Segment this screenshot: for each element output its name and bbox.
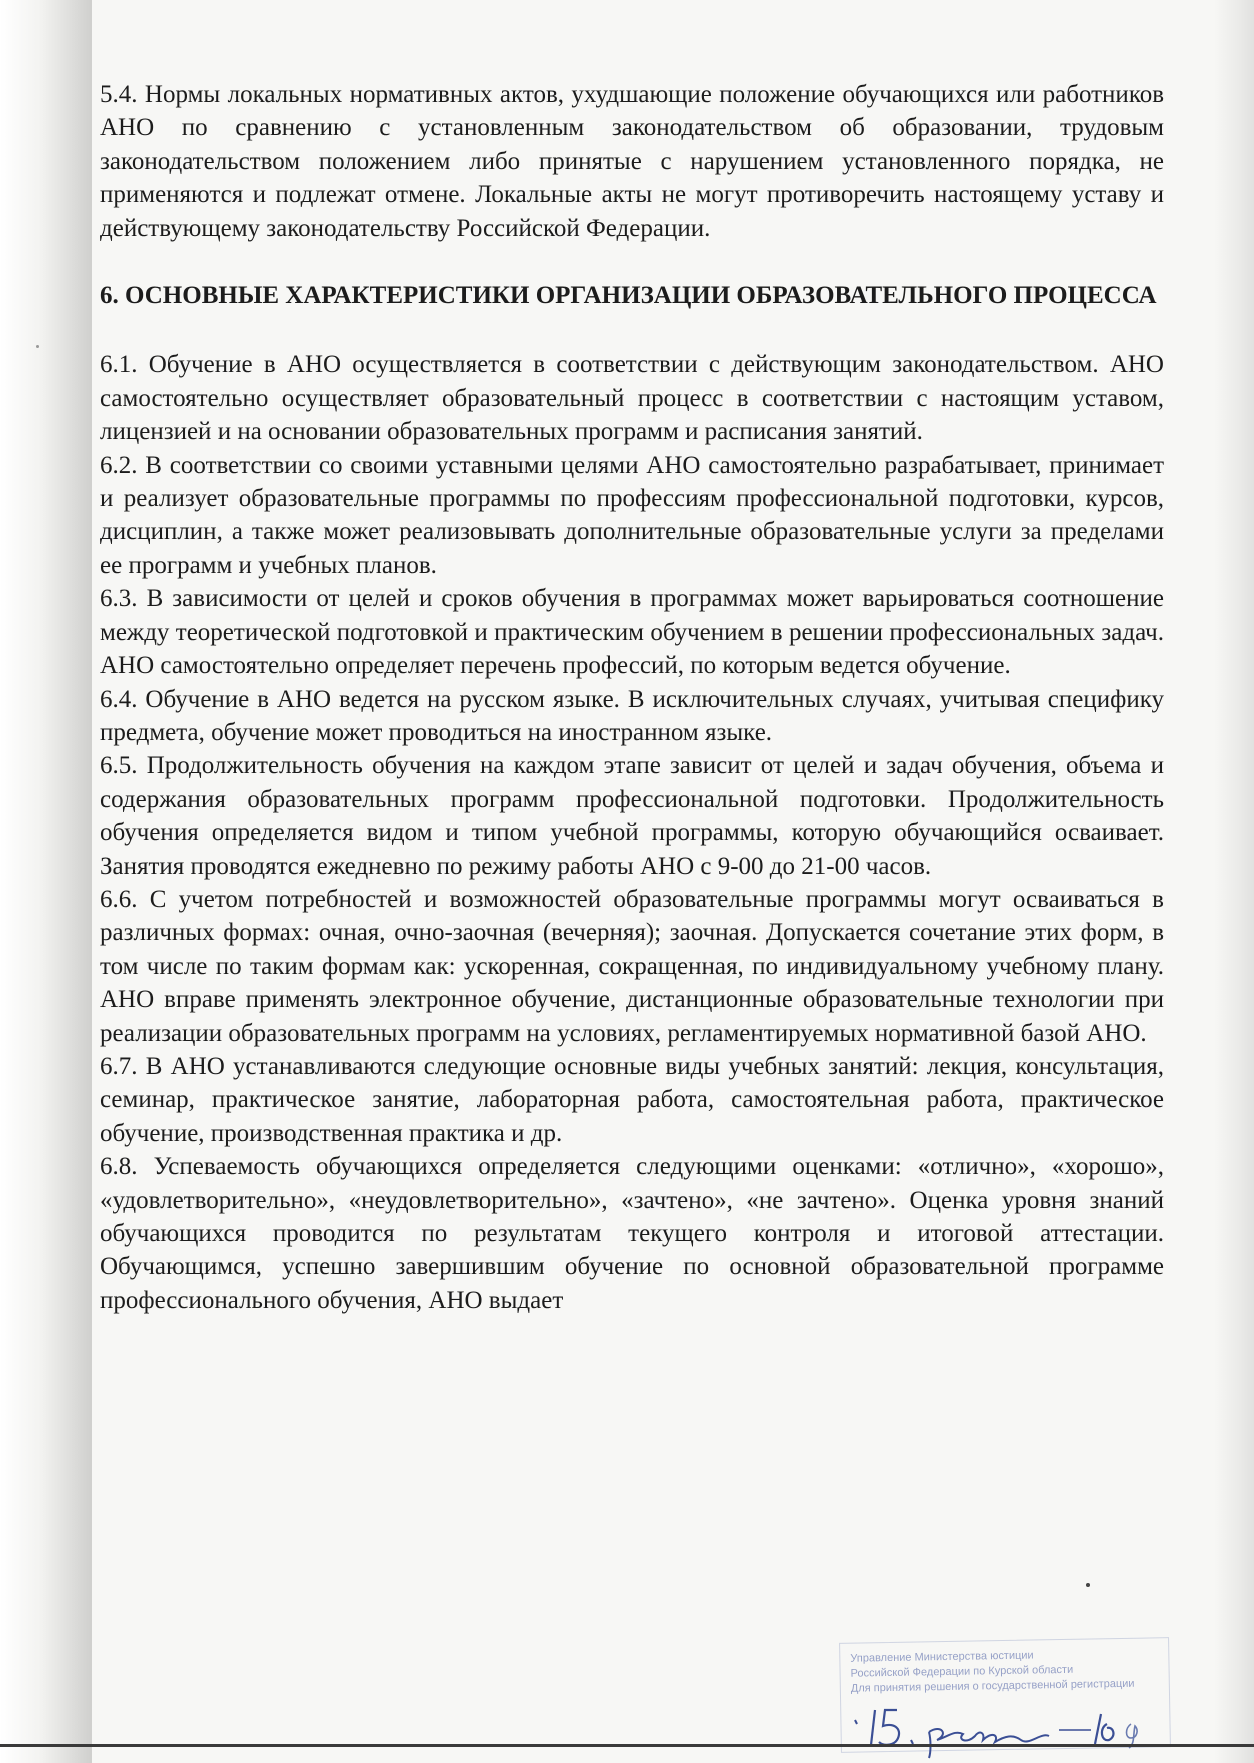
section-6-heading: 6. ОСНОВНЫЕ ХАРАКТЕРИСТИКИ ОРГАНИЗАЦИИ ОБРАЗОВАТЕЛЬНОГО ПРОЦЕССА [100, 282, 1157, 310]
paragraph-6-1: 6.1. Обучение в АНО осуществляется в соответствии с действующим законодательством. АНО самостоятельно осуществляет образовательный процесс в соответствии с настоящим уставом, лицензией и на основании образовательных программ и расписания занятий. [100, 351, 1164, 446]
scan-right-shadow [1214, 0, 1254, 1763]
scan-speck [36, 345, 39, 348]
stamp-line-2: Российской Федерации по Курской области [850, 1663, 1074, 1680]
stamp-line-1: Управление Министерства юстиции [850, 1649, 1034, 1665]
handwritten-date-signature [845, 1700, 1165, 1760]
paragraph-6-6: 6.6. С учетом потребностей и возможностей образовательные программы могут осваиваться в различных формах: очная, очно-заочная (вечерняя); заочная. Допускается сочетание этих форм, в том числе по таким формам как: ускоренная, сокращенная, по индивидуальному учебному плану. АНО вправе применять электронное обучение, дистанционные образовательные технологии при реализации образовательных программ на условиях, регламентируемых нормативной базой АНО. [100, 885, 1164, 1047]
stamp-line-3: Для принятия решения о государственной регистрации [850, 1677, 1135, 1695]
paragraph-6-4: 6.4. Обучение в АНО ведется на русском языке. В исключительных случаях, учитывая специфику предмета, обучение может проводиться на иностранном языке. [100, 685, 1164, 746]
paragraph-6-5: 6.5. Продолжительность обучения на каждом этапе зависит от целей и задач обучения, объема и содержания образовательных программ профессиональной подготовки. Продолжительность обучения определяется видом и типом учебной программы, которую обучающийся осваивает. Занятия проводятся ежедневно по режиму работы АНО с 9-00 до 21-00 часов. [100, 752, 1164, 880]
paragraph-5-4: 5.4. Нормы локальных нормативных актов, ухудшающие положение обучающихся или работников АНО по сравнению с установленным законодательством об образовании, трудовым законодательством положением либо принятые с нарушением установленного порядка, не применяются и подлежат отмене. Локальные акты не могут противоречить настоящему уставу и действующему законодательству Российской Федерации. [100, 81, 1164, 242]
paragraph-6-7: 6.7. В АНО устанавливаются следующие основные виды учебных занятий: лекция, консультация, семинар, практическое занятие, лабораторная работа, самостоятельная работа, практическое обучение, производственная практика и др. [100, 1052, 1164, 1147]
paragraph-6-3: 6.3. В зависимости от целей и сроков обучения в программах может варьироваться соотношение между теоретической подготовкой и практическим обучением в решении профессиональных задач. АНО самостоятельно определяет перечень профессий, по которым ведется обучение. [100, 585, 1164, 680]
document-body [100, 78, 1164, 1317]
scan-bottom-edge [0, 1744, 1254, 1747]
paragraph-6-8: 6.8. Успеваемость обучающихся определяется следующими оценками: «отлично», «хорошо», «удовлетворительно», «неудовлетворительно», «зачтено», «не зачтено». Оценка уровня знаний обучающихся проводится по результатам текущего контроля и итоговой аттестации. Обучающимся, успешно завершившим обучение по основной образовательной программе профессионального обучения, АНО выдает [100, 1153, 1164, 1314]
scan-speck [1086, 1583, 1090, 1587]
paragraph-6-2: 6.2. В соответствии со своими уставными целями АНО самостоятельно разрабатывает, принимает и реализует образовательные программы по профессиям профессиональной подготовки, курсов, дисциплин, а также может реализовывать дополнительные образовательные услуги за пределами ее программ и учебных планов. [100, 451, 1164, 579]
scan-left-shadow [0, 0, 92, 1763]
